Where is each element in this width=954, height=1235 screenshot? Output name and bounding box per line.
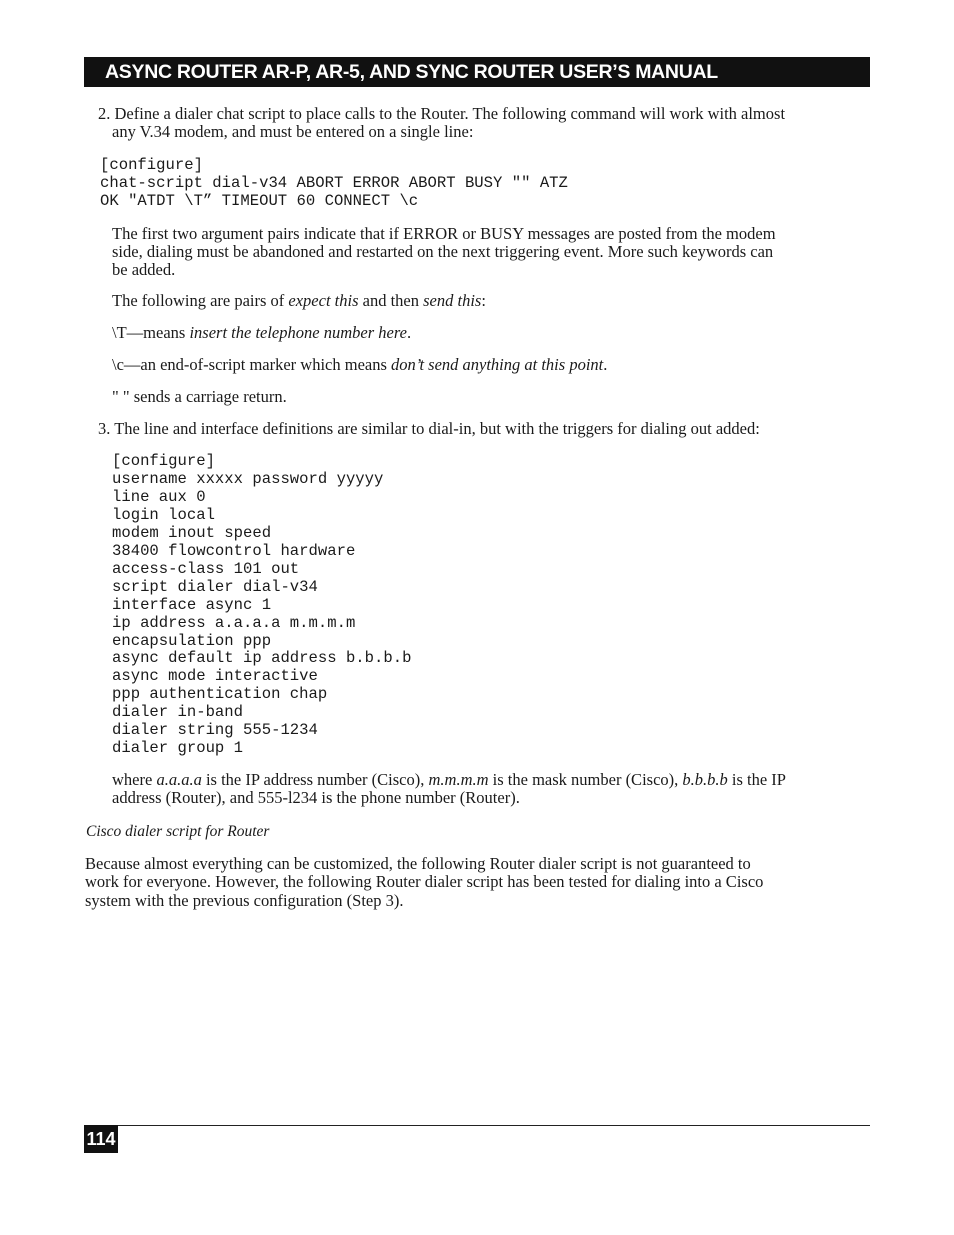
text-run: .: [603, 355, 608, 374]
where-line-2: address (Router), and 555-l234 is the phone number (Router).: [112, 788, 520, 807]
router-ip-placeholder: b.b.b.b: [682, 770, 728, 789]
text-run: The following are pairs of: [112, 291, 289, 310]
text-run: \c—an end-of-script marker which means: [112, 355, 392, 374]
text-run: is the IP: [727, 770, 786, 789]
text-run: \T—means: [112, 323, 190, 342]
text-run: and then: [358, 291, 424, 310]
mask-placeholder: m.m.m.m: [428, 770, 489, 789]
t-definition: [112, 324, 411, 342]
step-2-line-1: 2. Define a dialer chat script to place calls to the Router. The following command will work with almost: [98, 104, 786, 123]
closing-line: system with the previous configuration (Step 3).: [85, 891, 404, 910]
line-interface-config-code: [configure] username xxxxx password yyyyy line aux 0 login local modem inout speed 38400 flowcontrol hardware access-class 101 out script dialer dial-v34 interface async 1 ip address a.a.a.a m.m.m.m encapsulation ppp async default ip address b.b.b.b async mode interactive ppp authentication chap dialer in-band dialer string 555-1234 dialer group 1: [112, 452, 412, 758]
chat-script-code: [configure] chat-script dial-v34 ABORT ERROR ABORT BUSY "" ATZ OK "ATDT \T” TIMEOUT 60 CONNECT \c: [100, 156, 568, 210]
ip-placeholder: a.a.a.a: [156, 770, 202, 789]
paragraph-line: side, dialing must be abandoned and restarted on the next triggering event. More such keywords can: [112, 242, 774, 261]
running-header: ASYNC ROUTER AR-P, AR-5, AND SYNC ROUTER USER’S MANUAL: [84, 57, 870, 87]
send-this-term: send this: [423, 291, 482, 310]
step-2-line-2: any V.34 modem, and must be entered on a single line:: [112, 122, 474, 141]
page-number: 114: [84, 1125, 118, 1153]
where-line-1: [112, 771, 786, 789]
emphasis: don’t send anything at this point: [391, 355, 604, 374]
closing-line: work for everyone. However, the following Router dialer script has been tested for dialing into a Cisco: [85, 872, 764, 891]
text-run: .: [406, 323, 412, 342]
emphasis: insert the telephone number here: [189, 323, 407, 342]
footer-rule: [118, 1125, 870, 1126]
carriage-return-note: " " sends a carriage return.: [112, 387, 287, 406]
text-run: where: [112, 770, 157, 789]
section-subheading: Cisco dialer script for Router: [86, 823, 270, 840]
text-run: is the IP address number (Cisco),: [201, 770, 429, 789]
text-run: :: [481, 291, 486, 310]
closing-line: Because almost everything can be customized, the following Router dialer script is not guaranteed to: [85, 854, 751, 873]
pairs-intro: [112, 292, 486, 310]
paragraph-line: be added.: [112, 260, 176, 279]
paragraph-line: The first two argument pairs indicate that if ERROR or BUSY messages are posted from the modem: [112, 224, 776, 243]
step-3: 3. The line and interface definitions are similar to dial-in, but with the triggers for dialing out added:: [98, 419, 760, 438]
expect-this-term: expect this: [288, 291, 359, 310]
c-definition: [112, 356, 607, 374]
text-run: is the mask number (Cisco),: [488, 770, 683, 789]
